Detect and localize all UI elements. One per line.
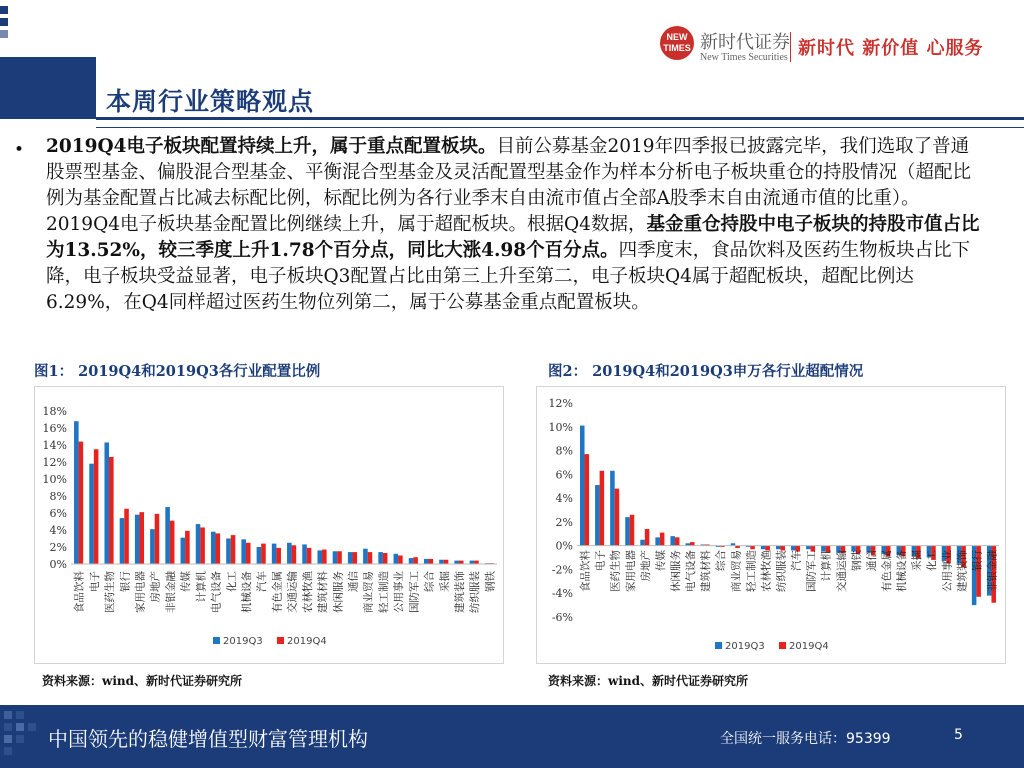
- bar-2019q3: [226, 539, 231, 565]
- x-tick-label: 计算机: [195, 571, 208, 603]
- y-tick-label: 10%: [42, 473, 67, 486]
- bar-2019q3: [625, 517, 630, 546]
- bar-2019q3: [761, 546, 766, 550]
- bar-2019q3: [150, 529, 155, 564]
- x-tick-label: 农林牧渔: [760, 550, 773, 592]
- x-tick-label: 有色金属: [271, 571, 284, 613]
- bar-2019q3: [181, 538, 186, 564]
- y-tick-label: 12%: [548, 397, 573, 410]
- x-tick-label: 轻工制造: [377, 571, 390, 613]
- bar-2019q3: [580, 426, 585, 546]
- x-tick-label: 建筑装饰: [956, 550, 969, 592]
- bar-2019q3: [302, 544, 307, 564]
- figure2-source: 资料来源：wind、新时代证券研究所: [548, 674, 749, 688]
- y-tick-label: 10%: [548, 420, 573, 434]
- paragraph-bold-highlight: 基金重仓持股中电子板块的持股市值占比为13.52%，较三季度上升1.78个百分点，同比大涨4.98个百分点。: [46, 214, 980, 261]
- figure1-chart-frame: [34, 386, 504, 664]
- x-tick-label: 交通运输: [286, 571, 299, 613]
- bar-2019q4: [352, 552, 357, 564]
- bar-2019q4: [765, 546, 770, 551]
- bar-2019q4: [246, 543, 251, 564]
- bar-2019q3: [424, 559, 429, 564]
- logo-mark-icon: NEW TIMES: [660, 26, 694, 60]
- x-tick-label: 非银金融: [164, 571, 177, 613]
- footer-hotline: 全国统一服务电话：95399: [720, 731, 891, 747]
- bar-2019q3: [89, 464, 94, 564]
- bar-2019q4: [585, 454, 590, 546]
- x-tick-label: 电子: [88, 571, 101, 592]
- logo-slogan: 新时代 新价值 心服务: [798, 38, 984, 59]
- bar-2019q4: [645, 529, 650, 546]
- x-tick-label: 通信: [865, 550, 878, 571]
- x-tick-label: 汽车: [256, 571, 269, 592]
- x-tick-label: 采掘: [911, 550, 924, 571]
- x-tick-label: 非银金融: [986, 550, 999, 592]
- bar-2019q4: [261, 544, 266, 564]
- x-tick-label: 家用电器: [624, 550, 637, 592]
- company-logo: [660, 24, 1000, 68]
- bar-2019q4: [368, 552, 373, 564]
- x-tick-label: 公用事业: [393, 571, 406, 613]
- figure2-chart: [537, 387, 1005, 663]
- bar-2019q4: [615, 489, 620, 546]
- bar-2019q3: [454, 561, 459, 564]
- bar-2019q4: [185, 531, 190, 564]
- x-tick-label: 纺织服装: [775, 550, 788, 592]
- x-tick-label: 轻工制造: [745, 550, 758, 592]
- legend-swatch: [277, 637, 284, 644]
- y-tick-label: 2%: [555, 515, 573, 529]
- bar-2019q4: [94, 449, 99, 564]
- y-tick-label: 4%: [49, 524, 67, 537]
- body-paragraph: [46, 134, 980, 316]
- bar-2019q3: [595, 485, 600, 546]
- x-tick-label: 计算机: [820, 550, 833, 582]
- legend-label: 2019Q4: [789, 641, 829, 652]
- x-tick-label: 医药生物: [104, 571, 117, 613]
- bar-2019q3: [241, 539, 246, 564]
- paragraph-bold-lead: 2019Q4电子板块配置持续上升，属于重点配置板块。: [46, 136, 497, 157]
- x-tick-label: 银行: [971, 550, 984, 571]
- y-tick-label: 16%: [42, 422, 67, 435]
- figure2-chart-frame: [536, 386, 1006, 664]
- bar-2019q4: [429, 559, 434, 564]
- y-tick-label: -6%: [551, 611, 573, 624]
- bar-2019q4: [231, 535, 236, 564]
- x-tick-label: 休闲服务: [669, 550, 682, 592]
- logo-english-name: New Times Securities: [700, 52, 788, 63]
- y-tick-label: 12%: [42, 456, 67, 469]
- bar-2019q4: [630, 515, 635, 546]
- figure2-caption: 图2： 2019Q4和2019Q3申万各行业超配情况: [548, 363, 864, 380]
- bar-2019q3: [409, 558, 414, 564]
- bar-2019q3: [196, 524, 201, 564]
- page-number: 5: [954, 727, 963, 743]
- y-tick-label: 8%: [49, 490, 67, 503]
- bar-2019q3: [272, 544, 277, 564]
- bar-2019q4: [780, 546, 785, 551]
- bar-2019q3: [670, 536, 675, 546]
- bar-2019q3: [640, 540, 645, 546]
- bullet-marker: •: [14, 140, 25, 160]
- legend-label: 2019Q3: [725, 641, 765, 652]
- x-tick-label: 建筑材料: [317, 571, 330, 613]
- legend-swatch: [715, 642, 722, 649]
- x-tick-label: 商业贸易: [730, 550, 743, 592]
- bar-2019q4: [124, 509, 129, 564]
- bar-2019q4: [690, 542, 695, 546]
- page-title: 本周行业策略观点: [106, 87, 315, 116]
- bar-2019q3: [287, 543, 292, 564]
- bar-2019q4: [398, 556, 403, 565]
- bar-2019q4: [750, 546, 755, 550]
- x-tick-label: 机械设备: [240, 571, 253, 613]
- bar-2019q3: [439, 560, 444, 564]
- x-tick-label: 化工: [926, 550, 939, 571]
- bar-2019q3: [394, 554, 399, 564]
- x-tick-label: 化工: [225, 571, 238, 592]
- x-tick-label: 农林牧渔: [301, 571, 314, 613]
- figure1-chart: [35, 387, 503, 663]
- x-tick-label: 电气设备: [210, 571, 223, 613]
- y-tick-label: 14%: [42, 439, 67, 452]
- bar-2019q3: [317, 550, 322, 564]
- x-tick-label: 食品饮料: [73, 571, 86, 613]
- bar-2019q3: [257, 547, 262, 564]
- bar-2019q4: [170, 521, 175, 564]
- bar-2019q4: [79, 442, 84, 564]
- bar-2019q4: [292, 545, 297, 564]
- title-band: [0, 57, 96, 119]
- bar-2019q3: [610, 471, 615, 546]
- x-tick-label: 电气设备: [685, 550, 698, 592]
- bar-2019q4: [307, 548, 312, 564]
- bar-2019q4: [413, 557, 418, 564]
- bar-2019q4: [459, 561, 464, 564]
- bar-2019q3: [776, 546, 781, 550]
- figure1-caption: 图1： 2019Q4和2019Q3各行业配置比例: [34, 363, 321, 380]
- bar-2019q3: [348, 552, 353, 564]
- footer-grid-decoration: [0, 705, 40, 768]
- footer-tagline: 中国领先的稳健增值型财富管理机构: [48, 727, 368, 751]
- bar-2019q4: [600, 471, 605, 546]
- bar-2019q4: [337, 551, 342, 564]
- y-tick-label: -2%: [551, 563, 573, 577]
- x-tick-label: 传媒: [654, 550, 667, 571]
- legend-label: 2019Q3: [223, 636, 263, 647]
- x-tick-label: 钢铁: [850, 550, 863, 571]
- y-tick-label: 8%: [555, 444, 573, 458]
- bar-2019q4: [322, 550, 327, 564]
- x-tick-label: 建筑装饰: [453, 571, 466, 613]
- bar-2019q3: [165, 507, 170, 564]
- bar-2019q3: [470, 561, 475, 564]
- x-tick-label: 电子: [594, 550, 607, 571]
- y-tick-label: 4%: [555, 492, 573, 506]
- x-tick-label: 综合: [715, 550, 728, 571]
- bar-2019q4: [155, 514, 160, 564]
- bar-2019q4: [200, 527, 205, 564]
- bar-2019q3: [363, 549, 368, 564]
- paragraph-text-2: 四季度末，食品饮料及医药生物板块占比下降，电子板块受益显著，电子板块Q3配置占比由第三上升至第二，电子板块Q4属于超配板块，超配比例达6.29%，在Q4同样超过医药生物位列第二，属于公募基金重点配置板块。: [46, 240, 971, 313]
- bar-2019q3: [806, 546, 811, 550]
- bar-2019q3: [120, 518, 125, 564]
- x-tick-label: 钢铁: [484, 571, 497, 592]
- y-tick-label: 2%: [49, 541, 67, 554]
- y-tick-label: 6%: [555, 468, 573, 482]
- x-tick-label: 采掘: [438, 571, 451, 592]
- x-tick-label: 纺织服装: [469, 571, 482, 613]
- bar-2019q4: [109, 457, 114, 564]
- y-tick-label: -4%: [551, 587, 573, 601]
- x-tick-label: 房地产: [149, 571, 162, 603]
- bar-2019q4: [383, 553, 388, 564]
- x-tick-label: 通信: [347, 571, 360, 592]
- x-tick-label: 国防军工: [408, 571, 421, 613]
- x-tick-label: 房地产: [639, 550, 652, 582]
- corner-decoration: [0, 0, 14, 58]
- x-tick-label: 交通运输: [835, 550, 848, 592]
- x-tick-label: 传媒: [180, 571, 193, 592]
- bar-2019q3: [655, 537, 660, 545]
- logo-separator: [790, 32, 791, 62]
- bar-2019q4: [444, 560, 449, 564]
- legend-swatch: [779, 642, 786, 649]
- x-tick-label: 休闲服务: [332, 571, 345, 613]
- x-tick-label: 汽车: [790, 550, 803, 571]
- bar-2019q4: [216, 533, 221, 564]
- x-tick-label: 商业贸易: [362, 571, 375, 613]
- paragraph-text-1: 目前公募基金2019年四季报已披露完毕，我们选取了普通股票型基金、偏股混合型基金、平衡混合型基金及灵活配置型基金作为样本分析电子板块重仓的持股情况（超配比例为基金配置占比减去标配比例，标配比例为各行业季末自由流市值占全部A股季末自由流通市值的比重）。2019Q4电子板块基金配置比例继续上升，属于超配板块。根据Q4数据，: [46, 136, 972, 235]
- legend-label: 2019Q4: [287, 636, 327, 647]
- bar-2019q4: [660, 533, 665, 546]
- title-divider-thin: [96, 127, 1024, 128]
- x-tick-label: 公用事业: [941, 550, 954, 592]
- bar-2019q3: [791, 546, 796, 551]
- x-tick-label: 食品饮料: [579, 550, 592, 592]
- x-tick-label: 机械设备: [896, 550, 909, 592]
- y-tick-label: 0%: [49, 558, 67, 571]
- legend-swatch: [213, 637, 220, 644]
- x-tick-label: 银行: [119, 571, 132, 592]
- bar-2019q4: [474, 561, 479, 564]
- bar-2019q4: [675, 537, 680, 545]
- bar-2019q3: [135, 515, 140, 564]
- y-tick-label: 0%: [555, 539, 573, 553]
- x-tick-label: 建筑材料: [700, 550, 713, 592]
- bar-2019q3: [104, 442, 109, 564]
- bar-2019q4: [139, 512, 144, 564]
- x-tick-label: 国防军工: [805, 550, 818, 592]
- bar-2019q4: [276, 548, 281, 564]
- x-tick-label: 医药生物: [609, 550, 622, 592]
- bar-2019q3: [378, 552, 383, 564]
- x-tick-label: 家用电器: [134, 571, 147, 613]
- bar-2019q3: [211, 532, 216, 564]
- y-tick-label: 6%: [49, 507, 67, 520]
- bar-2019q3: [74, 421, 79, 564]
- bar-2019q3: [333, 551, 338, 564]
- x-tick-label: 综合: [423, 571, 436, 592]
- y-tick-label: 18%: [42, 405, 67, 418]
- x-tick-label: 有色金属: [880, 550, 893, 592]
- logo-chinese-name: 新时代证券: [700, 32, 790, 53]
- figure1-source: 资料来源：wind、新时代证券研究所: [42, 674, 243, 688]
